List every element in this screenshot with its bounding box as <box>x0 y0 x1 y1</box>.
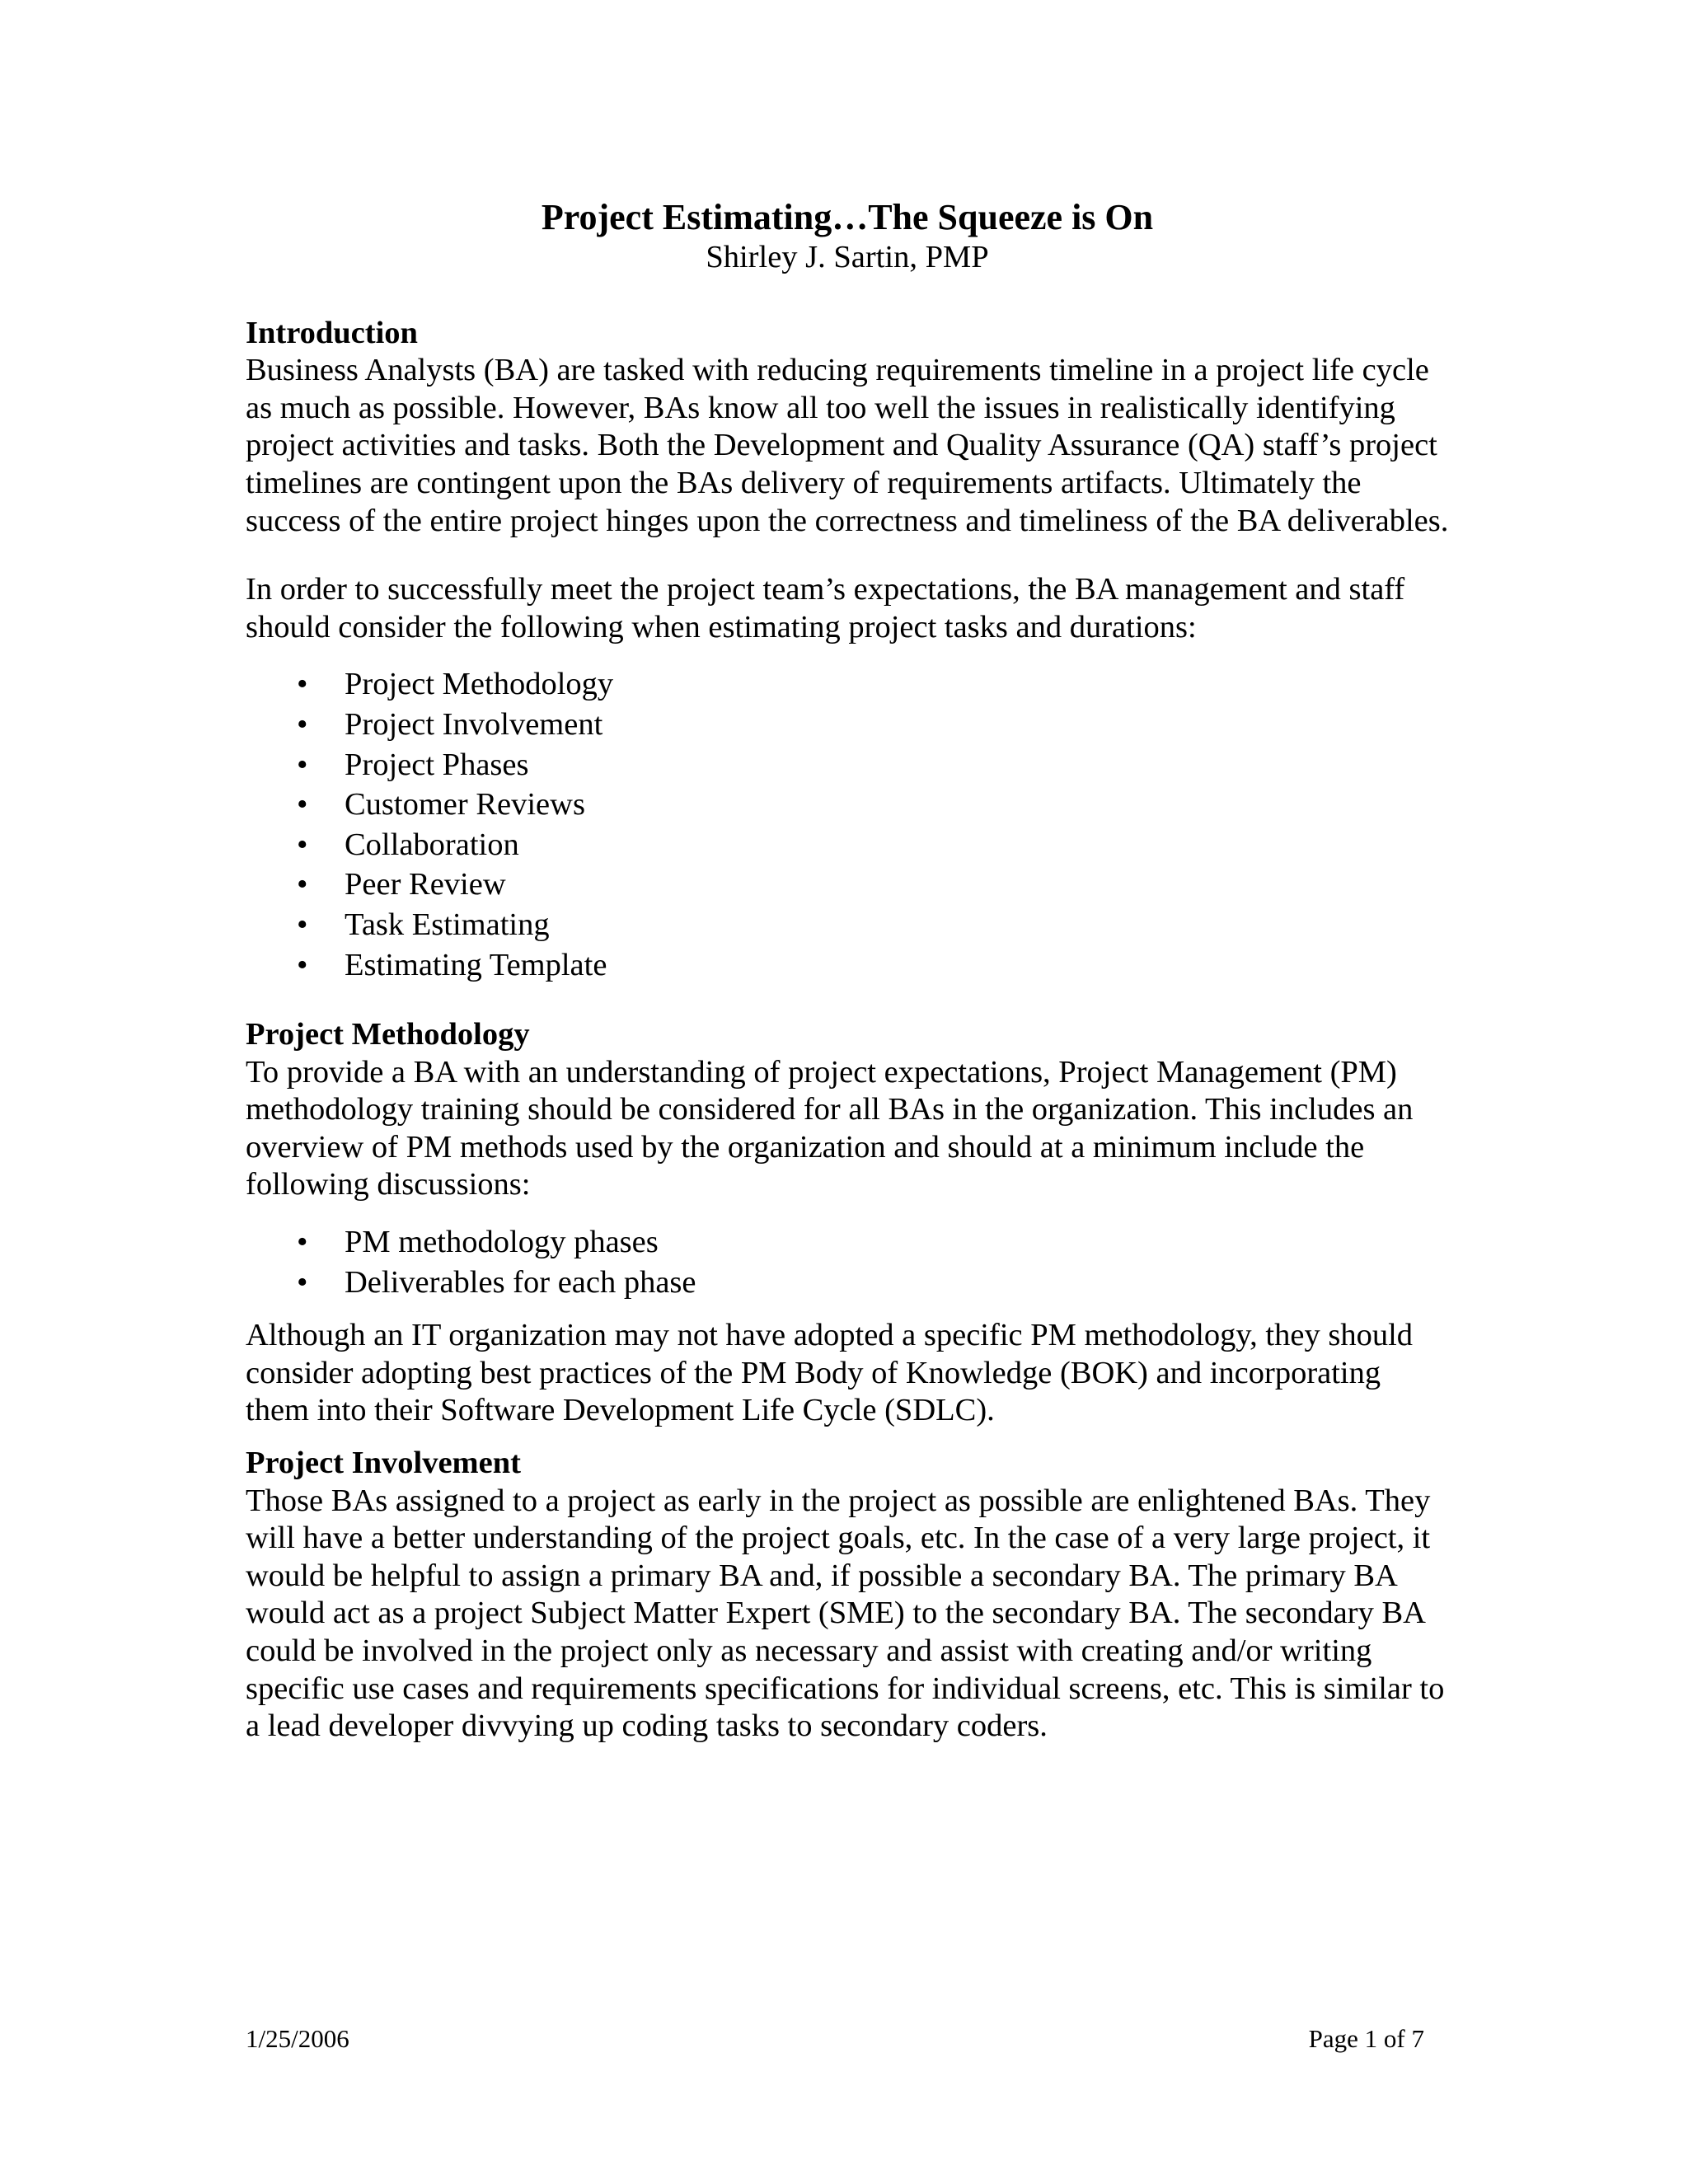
introduction-paragraph-2: In order to successfully meet the project team’s expectations, the BA management and staff should consider the following when estimating project tasks and durations: <box>246 572 1405 644</box>
bullet-icon: • <box>297 747 308 782</box>
bullet-icon: • <box>297 667 308 702</box>
bullet-icon: • <box>297 907 308 942</box>
bullet-icon: • <box>297 1225 308 1260</box>
bullet-icon: • <box>297 947 308 982</box>
section-heading-involvement: Project Involvement <box>246 1446 521 1481</box>
section-heading-introduction: Introduction <box>246 315 418 350</box>
list-item: • Collaboration <box>246 825 1449 865</box>
list-item: • Estimating Template <box>246 945 1449 986</box>
list-item: • Deliverables for each phase <box>246 1263 1449 1303</box>
bullet-icon: • <box>297 706 308 742</box>
bullet-icon: • <box>297 827 308 862</box>
methodology-paragraph-1: To provide a BA with an understanding of project expectations, Project Management (PM) methodology training should be considered for all BAs in the organization. This includes an overview of PM methods used by the organization and should at a minimum include the following discussions: <box>246 1054 1414 1202</box>
list-item: • Customer Reviews <box>246 785 1449 825</box>
list-item: • Project Methodology <box>246 664 1449 705</box>
introduction-bullet-list <box>246 664 1449 985</box>
footer-date: 1/25/2006 <box>246 2024 349 2053</box>
bullet-icon: • <box>297 787 308 823</box>
list-item: • Project Phases <box>246 745 1449 785</box>
list-item: • Task Estimating <box>246 905 1449 945</box>
document-author: Shirley J. Sartin, PMP <box>706 240 989 274</box>
introduction-paragraph-1: Business Analysts (BA) are tasked with reducing requirements timeline in a project life cycle as much as possible. However, BAs know all too well the issues in realistically identifying project activities and tasks. Both the Development and Quality Assurance (QA) staff’s project timelines are contingent upon the BAs delivery of requirements artifacts. Ultimately the success of the entire project hinges upon the correctness and timeliness of the BA deliverables. <box>246 353 1449 538</box>
involvement-paragraph-1: Those BAs assigned to a project as early in the project as possible are enlightened BAs. They will have a better understanding of the project goals, etc. In the case of a very large project, it would be helpful to assign a primary BA and, if possible a secondary BA. The primary BA would act as a project Subject Matter Expert (SME) to the secondary BA. The secondary BA could be involved in the project only as necessary and assist with creating and/or writing specific use cases and requirements specifications for individual screens, etc. This is similar to a lead developer divvying up coding tasks to secondary coders. <box>246 1483 1445 1744</box>
list-item: • Project Involvement <box>246 705 1449 745</box>
bullet-icon: • <box>297 1264 308 1300</box>
list-item: • Peer Review <box>246 865 1449 905</box>
footer-page-number: Page 1 of 7 <box>1308 2024 1424 2053</box>
document-title: Project Estimating…The Squeeze is On <box>541 197 1154 237</box>
page-content <box>246 196 1449 1746</box>
methodology-paragraph-2: Although an IT organization may not have adopted a specific PM methodology, they should consider adopting best practices of the PM Body of Knowledge (BOK) and incorporating them into their Software Development Life Cycle (SDLC). <box>246 1318 1414 1428</box>
list-item: • PM methodology phases <box>246 1222 1449 1263</box>
section-heading-methodology: Project Methodology <box>246 1017 530 1052</box>
bullet-icon: • <box>297 867 308 902</box>
methodology-bullet-list <box>246 1222 1449 1302</box>
